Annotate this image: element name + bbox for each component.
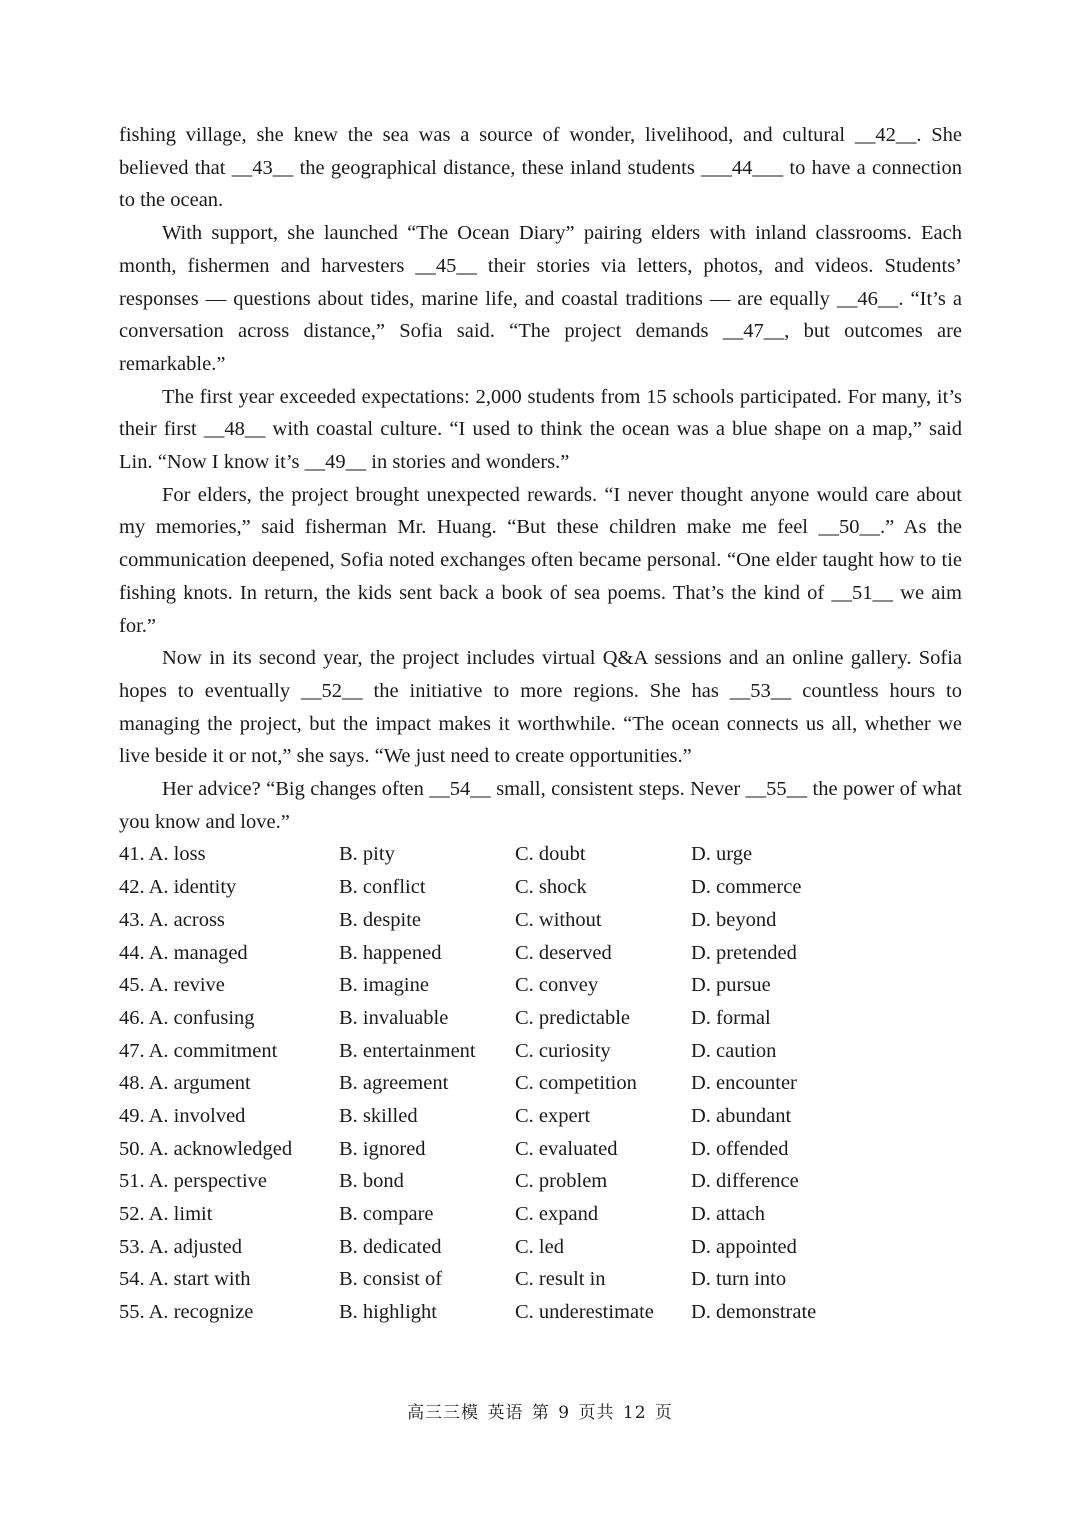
option-b: B. consist of — [339, 1268, 443, 1291]
passage-paragraph: The first year exceeded expectations: 2,000 students from 15 schools participated. For many, it’s their first __48__ with coastal culture. “I used to think the ocean was a blue shape on a map,” said Lin. “Now I know it’s __49__ in stories and wonders.” — [119, 385, 962, 474]
option-d: D. abundant — [691, 1104, 792, 1127]
question-options-row — [119, 937, 962, 970]
question-options-row — [119, 1165, 962, 1198]
option-a: 51. A. perspective — [119, 1170, 268, 1193]
question-options-row — [119, 1263, 962, 1296]
option-a: 45. A. revive — [119, 974, 225, 997]
question-options-row — [119, 969, 962, 1002]
page-footer: 高三三模 英语 第 9 页共 12 页 — [407, 1403, 673, 1423]
option-c: C. predictable — [515, 1006, 630, 1029]
option-c: C. competition — [515, 1072, 637, 1095]
option-a: 53. A. adjusted — [119, 1235, 242, 1258]
option-d: D. appointed — [691, 1235, 797, 1258]
option-b: B. entertainment — [339, 1039, 476, 1062]
option-d: D. formal — [691, 1006, 771, 1029]
question-options-row — [119, 838, 962, 871]
exam-page — [119, 119, 962, 1329]
cloze-passage — [119, 119, 962, 838]
option-b: B. dedicated — [339, 1235, 442, 1258]
question-options-row — [119, 904, 962, 937]
passage-paragraph: Her advice? “Big changes often __54__ small, consistent steps. Never __55__ the power of what you know and love.” — [119, 778, 962, 833]
option-c: C. problem — [515, 1170, 608, 1193]
option-d: D. pretended — [691, 941, 797, 964]
option-b: B. skilled — [339, 1104, 418, 1127]
option-c: C. deserved — [515, 941, 612, 964]
option-a: 46. A. confusing — [119, 1006, 255, 1029]
option-b: B. conflict — [339, 876, 426, 899]
option-c: C. curiosity — [515, 1039, 611, 1062]
question-options-row — [119, 1296, 962, 1329]
option-b: B. highlight — [339, 1301, 437, 1324]
question-options-row — [119, 1198, 962, 1231]
option-b: B. happened — [339, 941, 442, 964]
question-options-row — [119, 1231, 962, 1264]
option-a: 55. A. recognize — [119, 1301, 254, 1324]
question-options-row — [119, 1002, 962, 1035]
question-options-row — [119, 871, 962, 904]
option-c: C. convey — [515, 974, 599, 997]
option-d: D. turn into — [691, 1268, 787, 1291]
option-a: 44. A. managed — [119, 941, 248, 964]
question-options-row — [119, 1035, 962, 1068]
question-options-row — [119, 1100, 962, 1133]
option-a: 50. A. acknowledged — [119, 1137, 293, 1160]
option-a: 48. A. argument — [119, 1072, 251, 1095]
option-c: C. led — [515, 1235, 564, 1258]
option-c: C. underestimate — [515, 1301, 654, 1324]
passage-paragraph: With support, she launched “The Ocean Diary” pairing elders with inland classrooms. Each month, fishermen and harvesters __45__ their stories via letters, photos, and videos. Students’ responses — questions about tides, marine life, and coastal traditions — are equally __46__. “It’s a conversation across distance,” Sofia said. “The project demands __47__, but outcomes are remarkable.” — [119, 222, 962, 375]
passage-paragraph: fishing village, she knew the sea was a source of wonder, livelihood, and cultural __42__. She believed that __43__ the geographical distance, these inland students ___44___ to have a connection to the ocean. — [119, 124, 962, 212]
option-b: B. invaluable — [339, 1006, 449, 1029]
option-a: 43. A. across — [119, 908, 225, 931]
option-a: 52. A. limit — [119, 1203, 213, 1226]
option-b: B. imagine — [339, 974, 429, 997]
option-d: D. commerce — [691, 876, 802, 899]
option-b: B. compare — [339, 1203, 434, 1226]
option-b: B. ignored — [339, 1137, 426, 1160]
option-c: C. doubt — [515, 843, 586, 866]
option-b: B. agreement — [339, 1072, 449, 1095]
option-b: B. pity — [339, 843, 395, 866]
option-c: C. result in — [515, 1268, 606, 1291]
option-c: C. expert — [515, 1104, 591, 1127]
passage-paragraph: Now in its second year, the project includes virtual Q&A sessions and an online gallery. Sofia hopes to eventually __52__ the initiative to more regions. She has __53__ countless hours to managing the project, but the impact makes it worthwhile. “The ocean connects us all, whether we live beside it or not,” she says. “We just need to create opportunities.” — [119, 647, 962, 768]
option-a: 49. A. involved — [119, 1104, 246, 1127]
answer-options — [119, 838, 962, 1328]
option-d: D. encounter — [691, 1072, 797, 1095]
option-a: 54. A. start with — [119, 1268, 251, 1291]
option-b: B. despite — [339, 908, 421, 931]
option-d: D. beyond — [691, 908, 777, 931]
option-b: B. bond — [339, 1170, 404, 1193]
option-d: D. demonstrate — [691, 1301, 817, 1324]
option-a: 47. A. commitment — [119, 1039, 278, 1062]
option-a: 42. A. identity — [119, 876, 237, 899]
option-a: 41. A. loss — [119, 843, 206, 866]
option-d: D. pursue — [691, 974, 771, 997]
question-options-row — [119, 1133, 962, 1166]
option-c: C. shock — [515, 876, 587, 899]
option-d: D. offended — [691, 1137, 789, 1160]
option-c: C. expand — [515, 1203, 599, 1226]
option-d: D. caution — [691, 1039, 777, 1062]
passage-paragraph: For elders, the project brought unexpected rewards. “I never thought anyone would care about my memories,” said fisherman Mr. Huang. “But these children make me feel __50__.” As the communication deepened, Sofia noted exchanges often became personal. “One elder taught how to tie fishing knots. In return, the kids sent back a book of sea poems. That’s the kind of __51__ we aim for.” — [119, 483, 962, 637]
option-c: C. without — [515, 908, 602, 931]
option-d: D. difference — [691, 1170, 799, 1193]
question-options-row — [119, 1067, 962, 1100]
option-c: C. evaluated — [515, 1137, 618, 1160]
option-d: D. attach — [691, 1203, 765, 1226]
option-d: D. urge — [691, 843, 753, 866]
